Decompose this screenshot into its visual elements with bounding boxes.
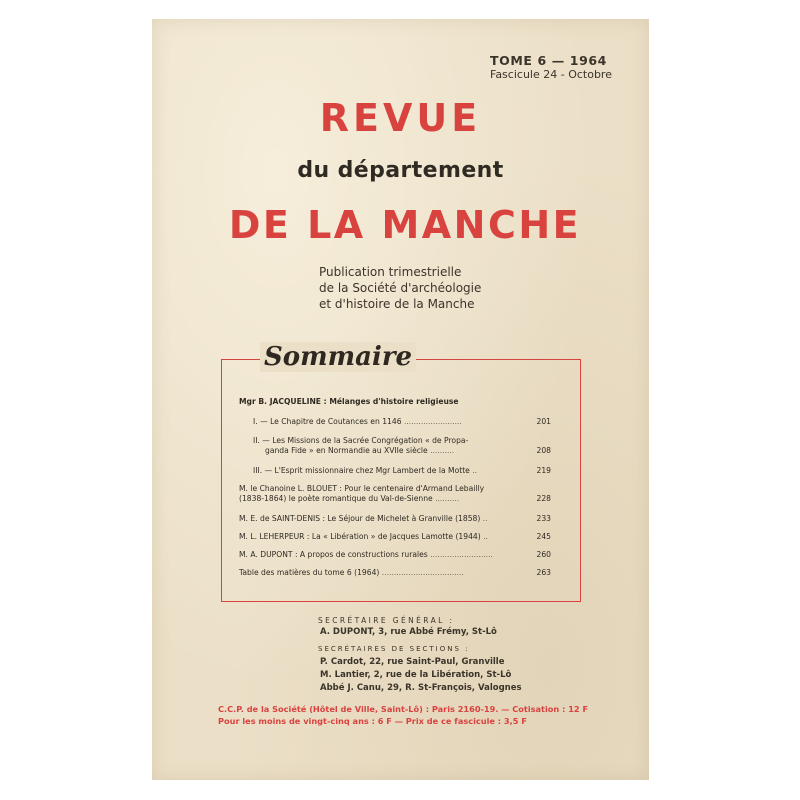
secretaire-general-label: SECRÉTAIRE GÉNÉRAL : xyxy=(318,616,455,625)
toc-item-text: M. le Chanoine L. BLOUET : Pour le centenaire d'Armand Lebailly xyxy=(239,484,485,493)
secretaire-general-address: A. DUPONT, 3, rue Abbé Frémy, St-Lô xyxy=(320,627,497,637)
publication-description xyxy=(319,264,481,312)
title-de-la-manche: DE LA MANCHE xyxy=(228,203,582,247)
toc-item-page: 233 xyxy=(536,514,551,523)
toc-item: M. le Chanoine L. BLOUET : Pour le centenaire d'Armand Lebailly (1838-1864) le poète romantique du Val-de-Sienne .......... 228 xyxy=(239,484,551,503)
fascicule-label: Fascicule 24 - Octobre xyxy=(490,68,612,81)
toc-item-page: 208 xyxy=(536,446,551,455)
publication-line: de la Société d'archéologie xyxy=(319,281,482,295)
publication-line: Publication trimestrielle xyxy=(319,265,462,279)
toc-item: Table des matières du tome 6 (1964) .................................. 263 xyxy=(239,568,551,577)
tome-label: TOME 6 — 1964 xyxy=(490,53,607,68)
section-secretary: P. Cardot, 22, rue Saint-Paul, Granville xyxy=(320,657,505,667)
magazine-cover xyxy=(152,19,649,780)
toc-item-text: M. L. LEHERPEUR : La « Libération » de Jacques Lamotte (1944) xyxy=(239,532,481,541)
toc-item-page: 219 xyxy=(536,466,551,475)
toc-item-text: (1838-1864) le poète romantique du Val-de-Sienne xyxy=(239,494,433,503)
toc-item-text: III. — L'Esprit missionnaire chez Mgr Lambert de la Motte xyxy=(253,466,470,475)
toc-item-text: M. A. DUPONT : A propos de constructions rurales xyxy=(239,550,428,559)
toc-item-page: 260 xyxy=(536,550,551,559)
toc-item-page: 263 xyxy=(536,568,551,577)
toc-item-page: 228 xyxy=(536,494,551,503)
toc-item: I. — Le Chapitre de Coutances en 1146 ........................ 201 xyxy=(253,417,551,426)
toc-intro: Mgr B. JACQUELINE : Mélanges d'histoire religieuse xyxy=(239,397,459,406)
sommaire-title: Sommaire xyxy=(260,342,416,372)
footer-ccp-line: C.C.P. de la Société (Hôtel de Ville, Saint-Lô) : Paris 2160-19. — Cotisation : 12 F xyxy=(218,704,589,714)
toc-item-text: ganda Fide » en Normandie au XVIIe siècle xyxy=(265,446,428,455)
toc-item-text: M. E. de SAINT-DENIS : Le Séjour de Michelet à Granville (1858) xyxy=(239,514,481,523)
title-du-departement: du département xyxy=(297,158,504,183)
sommaire-frame xyxy=(221,359,581,602)
toc-item: M. A. DUPONT : A propos de constructions rurales .......................... 260 xyxy=(239,550,551,559)
toc-item-text: Table des matières du tome 6 (1964) xyxy=(239,568,380,577)
toc-item: II. — Les Missions de la Sacrée Congrégation « de Propa- ganda Fide » en Normandie au XVIIe siècle .......... 208 xyxy=(253,436,551,455)
toc-item: M. E. de SAINT-DENIS : Le Séjour de Michelet à Granville (1858) .. 233 xyxy=(239,514,551,523)
toc-item-page: 245 xyxy=(536,532,551,541)
toc-item-text: I. — Le Chapitre de Coutances en 1146 xyxy=(253,417,402,426)
toc-item: M. L. LEHERPEUR : La « Libération » de Jacques Lamotte (1944) .. 245 xyxy=(239,532,551,541)
toc-item-page: 201 xyxy=(536,417,551,426)
section-secretary: Abbé J. Canu, 29, R. St-François, Valognes xyxy=(320,683,522,693)
publication-line: et d'histoire de la Manche xyxy=(319,297,475,311)
title-revue: REVUE xyxy=(319,96,482,140)
secretaires-sections-label: SECRÉTAIRES DE SECTIONS : xyxy=(318,645,470,653)
section-secretary: M. Lantier, 2, rue de la Libération, St-Lô xyxy=(320,670,512,680)
toc-item: III. — L'Esprit missionnaire chez Mgr Lambert de la Motte .. 219 xyxy=(253,466,551,475)
footer-price-line: Pour les moins de vingt-cinq ans : 6 F — Prix de ce fascicule : 3,5 F xyxy=(218,716,527,726)
toc-item-text: II. — Les Missions de la Sacrée Congrégation « de Propa- xyxy=(253,436,469,445)
